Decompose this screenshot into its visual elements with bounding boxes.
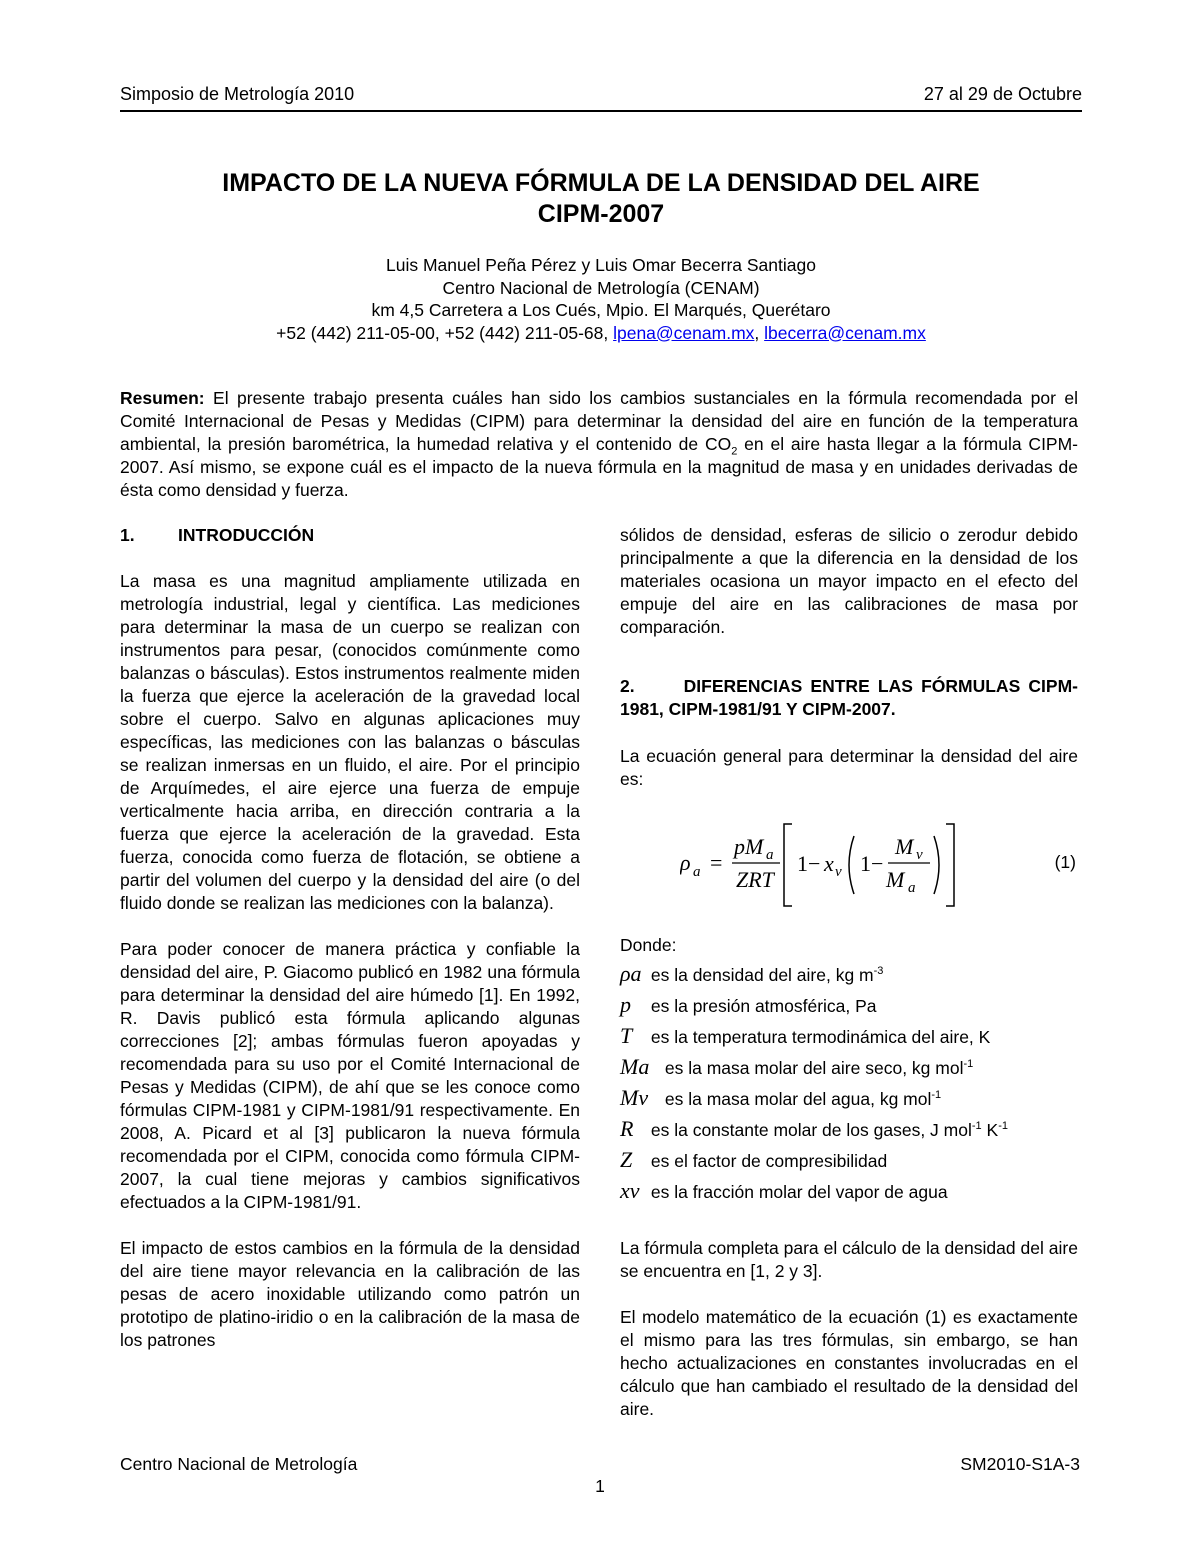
svg-text:M: M (895, 834, 914, 859)
donde-label: Donde: (620, 935, 677, 955)
symbol-mv: Mv (620, 1085, 649, 1110)
definition-item: T es la temperatura termodinámica del aire, K (620, 1021, 1078, 1052)
svg-text:ρ: ρ (680, 850, 691, 875)
page-header (120, 84, 1082, 112)
symbol-xv: xv (620, 1178, 640, 1203)
svg-text:x: x (824, 851, 834, 876)
definition-item: ρa es la densidad del aire, kg $m^{-3}$ (620, 959, 1078, 990)
symbol-rho-a: ρa (620, 961, 642, 986)
footer-left: Centro Nacional de Metrología (120, 1454, 358, 1474)
air-density-equation (620, 814, 1078, 924)
email-separator: , (754, 322, 765, 343)
equation-number: (1) (1054, 852, 1076, 872)
author-institution: Centro Nacional de Metrología (CENAM) (442, 277, 760, 298)
svg-text:pM: pM (734, 834, 764, 859)
section-2-title: DIFERENCIAS ENTRE LAS FÓRMULAS CIPM-1981, CIPM-1981/91 Y CIPM-2007. (620, 676, 1078, 719)
symbol-r: R (620, 1116, 634, 1141)
svg-text:1−: 1− (860, 851, 884, 876)
equation-intro: La ecuación general para determinar la densidad del aire es: (620, 746, 1078, 789)
definition-item: xv es la fracción molar del vapor de agua (620, 1176, 1078, 1207)
definition-item: Z es el factor de compresibilidad (620, 1145, 1078, 1176)
svg-text:a: a (693, 864, 701, 880)
intro-paragraph-1: La masa es una magnitud ampliamente utilizada en metrología industrial, legal y científica. Las mediciones para determinar la masa de un cuerpo se realizan con instrumentos para pesar, (conocidos comúnmente como balanzas o básculas). Estos instrumentos realmente miden la fuerza que ejerce la aceleración de la gravedad local sobre el cuerpo. Salvo en algunas aplicaciones muy específicas, las mediciones con las balanzas o básculas se realizan inmersas en un fluido, el aire. Por el principio de Arquímedes, el aire ejerce una fuerza de empuje verticalmente hacia arriba, en dirección contraria a la fuerza que ejerce la aceleración de la gravedad. Esta fuerza, conocida como fuerza de flotación, se obtiene a partir del volumen del cuerpo y la densidad del aire (o del fluido donde se realizan las mediciones con la balanza). (120, 571, 580, 913)
svg-text:v: v (916, 847, 923, 863)
abstract-co2-subscript: 2 (731, 445, 738, 458)
author-contact (120, 322, 1082, 345)
right-column (620, 524, 1078, 1444)
symbol-t: T (620, 1023, 633, 1048)
email-link-2[interactable]: lbecerra@cenam.mx (764, 322, 926, 343)
page-number: 1 (595, 1476, 605, 1496)
svg-text:a: a (908, 880, 916, 896)
section-1-heading (120, 524, 580, 547)
author-names: Luis Manuel Peña Pérez y Luis Omar Becerra Santiago (386, 255, 816, 275)
definition-item: Ma es la masa molar del aire seco, kg mol$^{-1}$ (620, 1052, 1078, 1083)
svg-text:ZRT: ZRT (736, 867, 774, 892)
symbol-z: Z (620, 1147, 633, 1172)
definition-item: p es la presión atmosférica, Pa (620, 990, 1078, 1021)
abstract-label: Resumen: (120, 388, 205, 408)
intro-paragraph-2: Para poder conocer de manera práctica y confiable la densidad del aire, P. Giacomo publicó en 1982 una fórmula para determinar la densidad del aire húmedo [1]. En 1992, R. Davis publicó esta fórmula aplicando algunas correcciones [2]; ambas fórmulas fueron apoyadas y recomendada para su uso por el Comité Internacional de Pesas y Medidas (CIPM), de ahí que se les conoce como fórmulas CIPM-1981 y CIPM-1981/91 respectivamente. En 2008, A. Picard et al [3] publicaron la nueva fórmula recomendada por el CIPM, conocida como fórmula CIPM-2007, la cual tiene mejoras y cambios significativos efectuados a la CIPM-1981/91. (120, 939, 580, 1212)
title-line-2: CIPM-2007 (537, 200, 665, 228)
section-1-number: 1. (120, 525, 135, 545)
intro-paragraph-3: El impacto de estos cambios en la fórmula de la densidad del aire tiene mayor relevancia en la calibración de las pesas de acero inoxidable utilizando como patrón un prototipo de platino-iridio o en la calibración de la masa de los patrones (120, 1238, 580, 1350)
svg-text:1−: 1− (797, 851, 821, 876)
equation-graphic (680, 814, 1000, 914)
definitions-list (620, 959, 1078, 1207)
title-line-1: IMPACTO DE LA NUEVA FÓRMULA DE LA DENSIDAD DEL AIRE (222, 169, 980, 197)
author-address: km 4,5 Carretera a Los Cués, Mpio. El Marqués, Querétaro (371, 300, 831, 320)
header-right: 27 al 29 de Octubre (923, 84, 1082, 104)
symbol-ma: Ma (620, 1054, 650, 1079)
section-2-number: 2. (620, 676, 635, 696)
author-phones: +52 (442) 211-05-00, +52 (442) 211-05-68, (276, 322, 614, 343)
author-block (120, 254, 1082, 344)
abstract-text-a: El presente trabajo presenta cuáles han sido los cambios sustanciales en la fórmula recomendada por el Comité Internacional de Pesas y Medidas (CIPM) para determinar la densidad del aire en función de la temperatura ambiental, la presión barométrica, la humedad relativa y el contenido de CO (120, 388, 1078, 454)
intro-paragraph-3-continued: sólidos de densidad, esferas de silicio o zerodur debido principalmente a que la diferencia en la densidad de los materiales ocasiona un mayor impacto en el efecto del empuje del aire en las calibraciones de masa por comparación. (620, 525, 1078, 637)
svg-text:a: a (766, 847, 774, 863)
section-2-heading (620, 675, 1078, 721)
definition-item: Mv es la masa molar del agua, kg mol$^{-1}$ (620, 1083, 1078, 1114)
email-link-1[interactable]: lpena@cenam.mx (613, 322, 755, 343)
model-paragraph: El modelo matemático de la ecuación (1) es exactamente el mismo para las tres fórmulas, sin embargo, se han hecho actualizaciones en constantes involucradas en el cálculo que han cambiado el resultado de la densidad del aire. (620, 1307, 1078, 1419)
abstract-text-b: en el aire hasta llegar a la fórmula CIPM-2007. Así mismo, se expone cuál es el impacto de la nueva fórmula en la magnitud de masa y en unidades derivadas de ésta como densidad y fuerza. (120, 434, 1079, 500)
left-column (120, 524, 580, 1375)
header-left: Simposio de Metrología 2010 (120, 84, 355, 104)
paper-title (120, 168, 1082, 230)
svg-text:=: = (710, 850, 723, 875)
definition-item: R es la constante molar de los gases, J mol$^{-1}$ $K^{-1}$ (620, 1114, 1078, 1145)
svg-text:M: M (886, 867, 905, 892)
symbol-p: p (620, 992, 631, 1017)
svg-text:v: v (835, 864, 842, 880)
section-1-title: INTRODUCCIÓN (178, 525, 315, 545)
complete-formula-paragraph: La fórmula completa para el cálculo de la densidad del aire se encuentra en [1, 2 y 3]. (620, 1238, 1078, 1281)
abstract (120, 387, 1078, 502)
footer-right: SM2010-S1A-3 (960, 1454, 1080, 1474)
